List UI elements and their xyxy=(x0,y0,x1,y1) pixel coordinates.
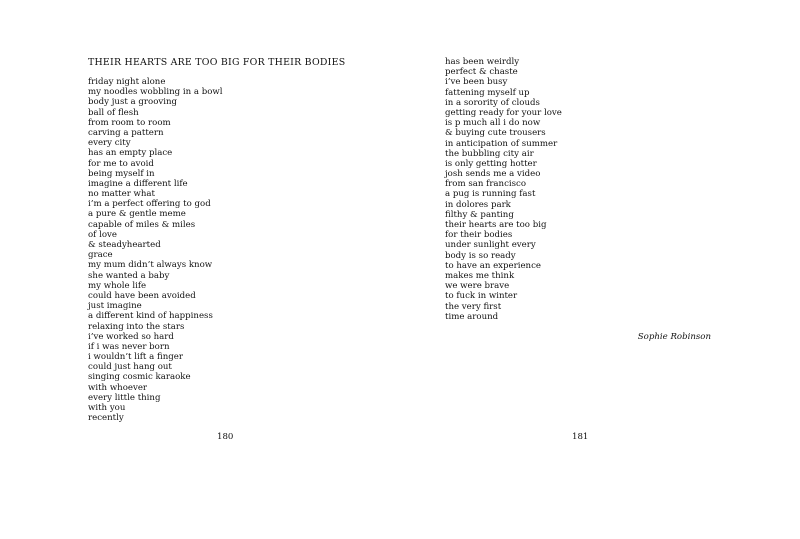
poem-line: i’ve worked so hard xyxy=(88,331,174,342)
poem-line: the very first xyxy=(445,301,502,312)
poem-line: with you xyxy=(88,403,126,413)
poem-line: to fuck in winter xyxy=(445,291,518,302)
poem-line: grace xyxy=(88,250,113,261)
poem-line: time around xyxy=(445,311,499,322)
poem-line: every little thing xyxy=(88,392,161,403)
poem-line: under sunlight every xyxy=(445,240,536,251)
poem-line: capable of miles & miles xyxy=(88,219,196,230)
poem-line: josh sends me a video xyxy=(445,169,541,180)
poem-line: & steadyhearted xyxy=(88,240,161,250)
poem-line: could just hang out xyxy=(88,362,172,373)
poem-line: my whole life xyxy=(88,280,147,291)
poem-line: for their bodies xyxy=(445,230,513,241)
poem-line: is only getting hotter xyxy=(445,158,537,169)
poem-line: we were brave xyxy=(445,281,510,292)
poem-line: perfect & chaste xyxy=(445,67,518,78)
poem-line: with whoever xyxy=(88,382,148,393)
poem-line: could have been avoided xyxy=(88,290,196,301)
poem-line: if i was never born xyxy=(88,341,170,352)
poem-line: carving a pattern xyxy=(88,127,164,138)
poem-title: THEIR HEARTS ARE TOO BIG FOR THEIR BODIES xyxy=(88,57,346,68)
poem-line: of love xyxy=(88,229,117,240)
poem-line: a pure & gentle meme xyxy=(88,209,186,220)
poem-line: being myself in xyxy=(88,168,155,179)
poem-line: from room to room xyxy=(88,117,171,128)
poem-lines-right xyxy=(445,57,562,322)
poem-line: in dolores park xyxy=(445,199,511,210)
poem-line: in a sorority of clouds xyxy=(445,97,540,108)
poem-line: to have an experience xyxy=(445,260,541,271)
poem-line: in anticipation of summer xyxy=(445,138,558,149)
page-number-right: 181 xyxy=(572,432,589,442)
poem-line: the bubbling city air xyxy=(445,148,534,159)
poem-line: is p much all i do now xyxy=(445,118,541,129)
poem-line: filthy & panting xyxy=(445,209,514,220)
poem-line: their hearts are too big xyxy=(445,220,547,230)
poem-line: makes me think xyxy=(445,270,515,281)
poem-line: a different kind of happiness xyxy=(88,311,213,322)
poem-line: imagine a different life xyxy=(88,178,188,189)
poem-line: just imagine xyxy=(88,301,142,312)
poem-line: i’m a perfect offering to god xyxy=(88,199,211,210)
poem-line: from san francisco xyxy=(445,179,527,190)
poem-line: i’ve been busy xyxy=(445,77,508,88)
poem-line: getting ready for your love xyxy=(445,107,562,118)
poem-line: for me to avoid xyxy=(88,158,154,169)
poem-line: relaxing into the stars xyxy=(88,321,185,332)
poem-line: a pug is running fast xyxy=(445,189,536,200)
poem-line: ball of flesh xyxy=(88,107,139,118)
poem-line: i wouldn’t lift a finger xyxy=(88,352,183,363)
poem-lines-left xyxy=(88,77,223,423)
poem-line: body just a grooving xyxy=(88,97,178,108)
poem-line: she wanted a baby xyxy=(88,270,170,281)
poem-line: my noodles wobbling in a bowl xyxy=(88,87,223,98)
author-name: Sophie Robinson xyxy=(637,332,711,342)
poem-line: & buying cute trousers xyxy=(445,128,546,139)
poem-line: every city xyxy=(88,138,131,149)
poem-line: friday night alone xyxy=(88,77,166,87)
poem-line: body is so ready xyxy=(445,250,516,261)
right-page xyxy=(400,0,800,539)
poem-line: my mum didn’t always know xyxy=(88,260,213,271)
poem-line: has an empty place xyxy=(88,148,173,159)
poem-line: recently xyxy=(88,413,124,424)
poem-line: has been weirdly xyxy=(445,57,520,67)
poem-line: singing cosmic karaoke xyxy=(88,372,191,383)
poem-line: no matter what xyxy=(88,189,156,200)
page-number-left: 180 xyxy=(217,432,234,442)
poem-line: fattening myself up xyxy=(445,87,530,98)
